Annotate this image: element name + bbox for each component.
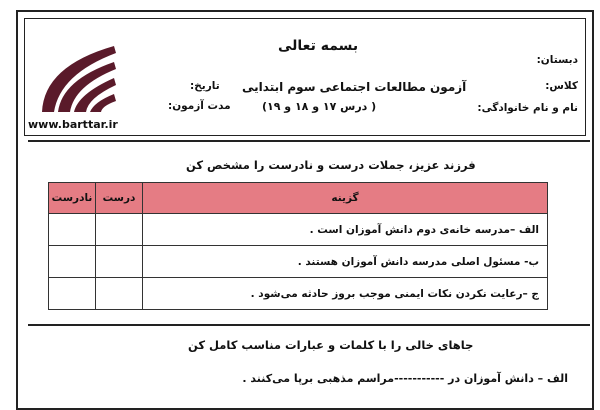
true-cell-a[interactable] [96,214,143,246]
table-row [49,246,548,278]
duration-label: مدت آزمون: [168,100,231,112]
col-true-header: درست [96,183,143,214]
separator-bottom [28,324,590,326]
table-row [49,278,548,310]
table-header-row [49,183,548,214]
false-cell-c[interactable] [49,278,96,310]
exam-title: آزمون مطالعات اجتماعی سوم ابتدایی [242,80,467,94]
lessons-label: ( درس ۱۷ و ۱۸ و ۱۹) [262,100,377,113]
date-label: تاریخ: [190,80,220,92]
statement-a: الف –مدرسه خانه‌ی دوم دانش آموزان است . [143,214,548,246]
barttar-logo [40,40,120,120]
section2-instruction: جاهای خالی را با کلمات و عبارات مناسب کامل کن [188,338,474,352]
website-label: www.barttar.ir [28,118,118,131]
true-cell-b[interactable] [96,246,143,278]
fill-blank-item-a: الف – دانش آموزان در -----------مراسم مذهبی برپا می‌کنند . [242,372,568,385]
section1-instruction: فرزند عزیز، جملات درست و نادرست را مشخص کن [186,158,476,172]
separator-top [28,140,590,142]
basmala: بسمه تعالی [278,38,359,54]
false-cell-a[interactable] [49,214,96,246]
true-cell-c[interactable] [96,278,143,310]
col-option-header: گزینه [143,183,548,214]
name-label: نام و نام خانوادگی: [477,102,578,114]
false-cell-b[interactable] [49,246,96,278]
statement-c: ج –رعایت نکردن نکات ایمنی موجب بروز حادثه می‌شود . [143,278,548,310]
class-label: کلاس: [545,80,578,92]
table-row [49,214,548,246]
statement-b: ب- مسئول اصلی مدرسه دانش آموزان هستند . [143,246,548,278]
school-label: دبستان: [536,54,578,66]
true-false-table [48,182,548,310]
col-false-header: نادرست [49,183,96,214]
